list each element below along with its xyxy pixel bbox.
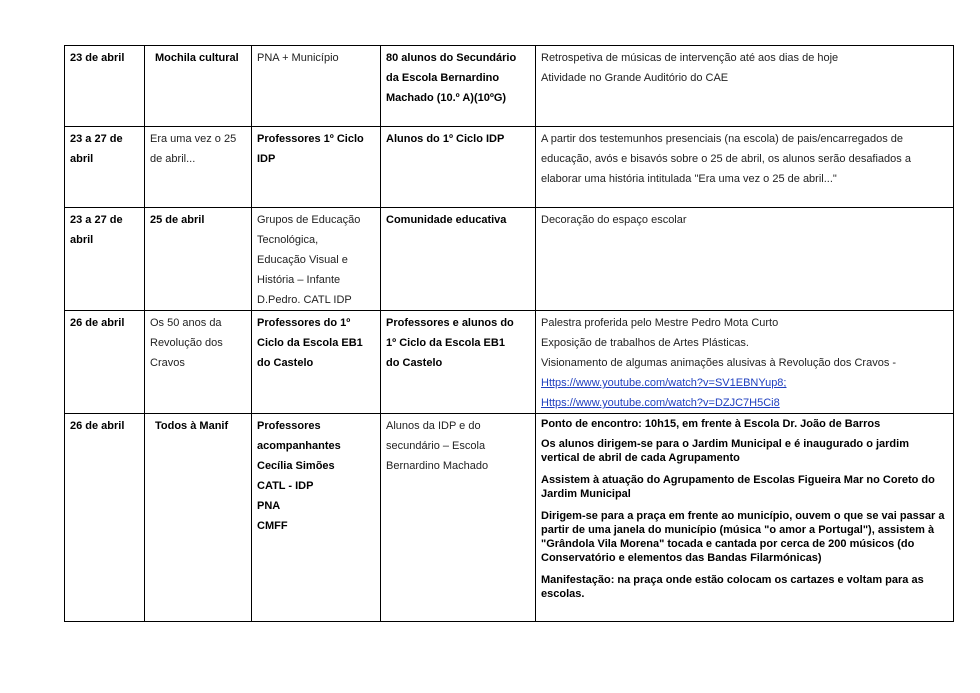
responsible-cell: Professores do 1º Ciclo da Escola EB1 do Castelo [252, 311, 381, 414]
activity-cell: Mochila cultural [145, 46, 252, 127]
audience-cell: Comunidade educativa [381, 208, 536, 311]
responsible-cell: Grupos de Educação Tecnológica, Educação Visual e História – Infante D.Pedro. CATL IDP [252, 208, 381, 311]
audience-cell: Alunos da IDP e do secundário – Escola Bernardino Machado [381, 414, 536, 622]
youtube-link[interactable]: Https://www.youtube.com/watch?v=SV1EBNYup8; [541, 377, 787, 389]
table-row [65, 311, 954, 414]
date-cell: 26 de abril [65, 414, 145, 622]
description-cell: A partir dos testemunhos presenciais (na escola) de pais/encarregados de educação, avós e bisavós sobre o 25 de abril, os alunos serão desafiados a elaborar uma história intitulada "Era uma vez o 25 de abril..." [536, 127, 954, 208]
table-row [65, 127, 954, 208]
responsible-cell: PNA + Município [252, 46, 381, 127]
audience-cell: 80 alunos do Secundário da Escola Bernardino Machado (10.º A)(10ºG) [381, 46, 536, 127]
description-cell: Ponto de encontro: 10h15, em frente à Escola Dr. João de Barros Os alunos dirigem-se para o Jardim Municipal e é inaugurado o jardim vertical de abril de cada Agrupamento Assistem à atuação do Agrupamento de Escolas Figueira Mar no Coreto do Jardim Municipal Dirigem-se para a praça em frente ao município, ouvem o que se vai passar a partir de uma janela do município (música "o amor a Portugal"), assistem à "Grândola Vila Morena" tocada e cantada por cerca de 200 músicos (do Conservatório e elementos das Bandas Filarmónicas) Manifestação: na praça onde estão colocam os cartazes e voltam para as escolas. [536, 414, 954, 622]
activity-cell: Os 50 anos da Revolução dos Cravos [145, 311, 252, 414]
audience-cell: Alunos do 1º Ciclo IDP [381, 127, 536, 208]
activity-cell: Era uma vez o 25 de abril... [145, 127, 252, 208]
table-row [65, 208, 954, 311]
audience-cell: Professores e alunos do 1º Ciclo da Escola EB1 do Castelo [381, 311, 536, 414]
description-cell: Retrospetiva de músicas de intervenção até aos dias de hoje Atividade no Grande Auditório do CAE [536, 46, 954, 127]
date-cell: 23 a 27 de abril [65, 208, 145, 311]
activities-table [64, 45, 954, 622]
youtube-link[interactable]: Https://www.youtube.com/watch?v=DZJC7H5Ci8 [541, 397, 780, 409]
responsible-cell: Professores 1º Ciclo IDP [252, 127, 381, 208]
activity-cell: Todos à Manif [145, 414, 252, 622]
activity-cell: 25 de abril [145, 208, 252, 311]
table-row [65, 46, 954, 127]
date-cell: 26 de abril [65, 311, 145, 414]
responsible-cell: Professores acompanhantes Cecília Simões CATL - IDP PNA CMFF [252, 414, 381, 622]
date-cell: 23 de abril [65, 46, 145, 127]
table-row [65, 414, 954, 622]
description-cell: Palestra proferida pelo Mestre Pedro Mota Curto Exposição de trabalhos de Artes Plásticas. Visionamento de algumas animações alusivas à Revolução dos Cravos - Https://www.youtube.com/watch?v=SV1EBNYup8; Https://www.youtube.com/watch?v=DZJC7H5Ci8 [536, 311, 954, 414]
date-cell: 23 a 27 de abril [65, 127, 145, 208]
description-cell: Decoração do espaço escolar [536, 208, 954, 311]
